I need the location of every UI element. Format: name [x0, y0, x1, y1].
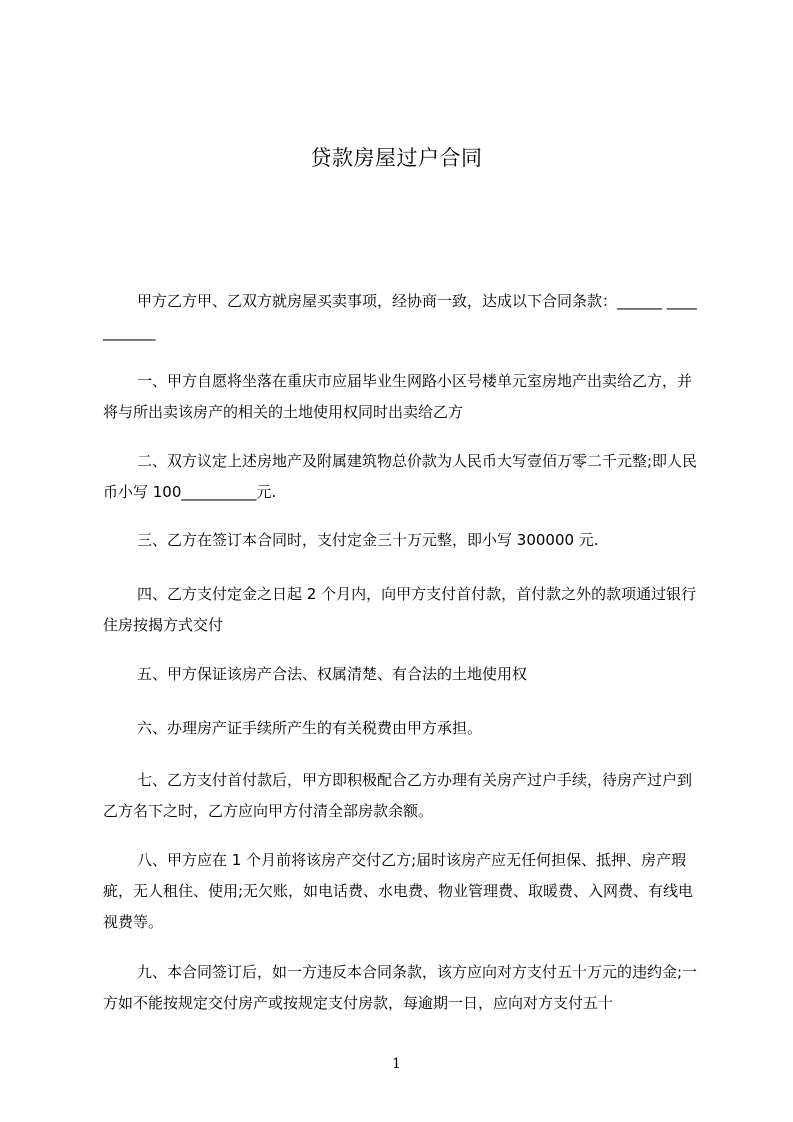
- clause-9: 九、本合同签订后，如一方违反本合同条款，该方应向对方支付五十万元的违约金;一方如不能按规定交付房产或按规定支付房款，每逾期一日，应向对方支付五十: [103, 963, 698, 1012]
- clause-7: 七、乙方支付首付款后，甲方即积极配合乙方办理有关房产过户手续，待房产过户到乙方名下之时，乙方应向甲方付清全部房款余额。: [103, 771, 693, 820]
- clause-2: 二、双方议定上述房地产及附属建筑物总价款为人民币大写壹佰万零二千元整;即人民币小写 100__________元.: [103, 452, 698, 501]
- clause-8: 八、甲方应在 1 个月前将该房产交付乙方;届时该房产应无任何担保、抵押、房产瑕疵，无人租住、使用;无欠账，如电话费、水电费、物业管理费、取暖费、入网费、有线电视费等。: [103, 851, 694, 931]
- page-title: 贷款房屋过户合同: [310, 146, 483, 170]
- contract-preamble: 甲方乙方甲、乙双方就房屋买卖事项，经协商一致，达成以下合同条款：______ ___________: [103, 292, 697, 341]
- clause-4: 四、乙方支付定金之日起 2 个月内，向甲方支付首付款，首付款之外的款项通过银行住房按揭方式交付: [103, 585, 697, 634]
- clause-5: 五、甲方保证该房产合法、权属清楚、有合法的土地使用权: [137, 665, 528, 683]
- page-number: 1: [392, 1056, 401, 1072]
- clause-3: 三、乙方在签订本合同时，支付定金三十万元整，即小写 300000 元.: [137, 531, 599, 549]
- clause-6: 六、办理房产证手续所产生的有关税费由甲方承担。: [137, 719, 483, 737]
- clause-1: 一、甲方自愿将坐落在重庆市应届毕业生网路小区号楼单元室房地产出卖给乙方，并将与所出卖该房产的相关的土地使用权同时出卖给乙方: [103, 372, 693, 421]
